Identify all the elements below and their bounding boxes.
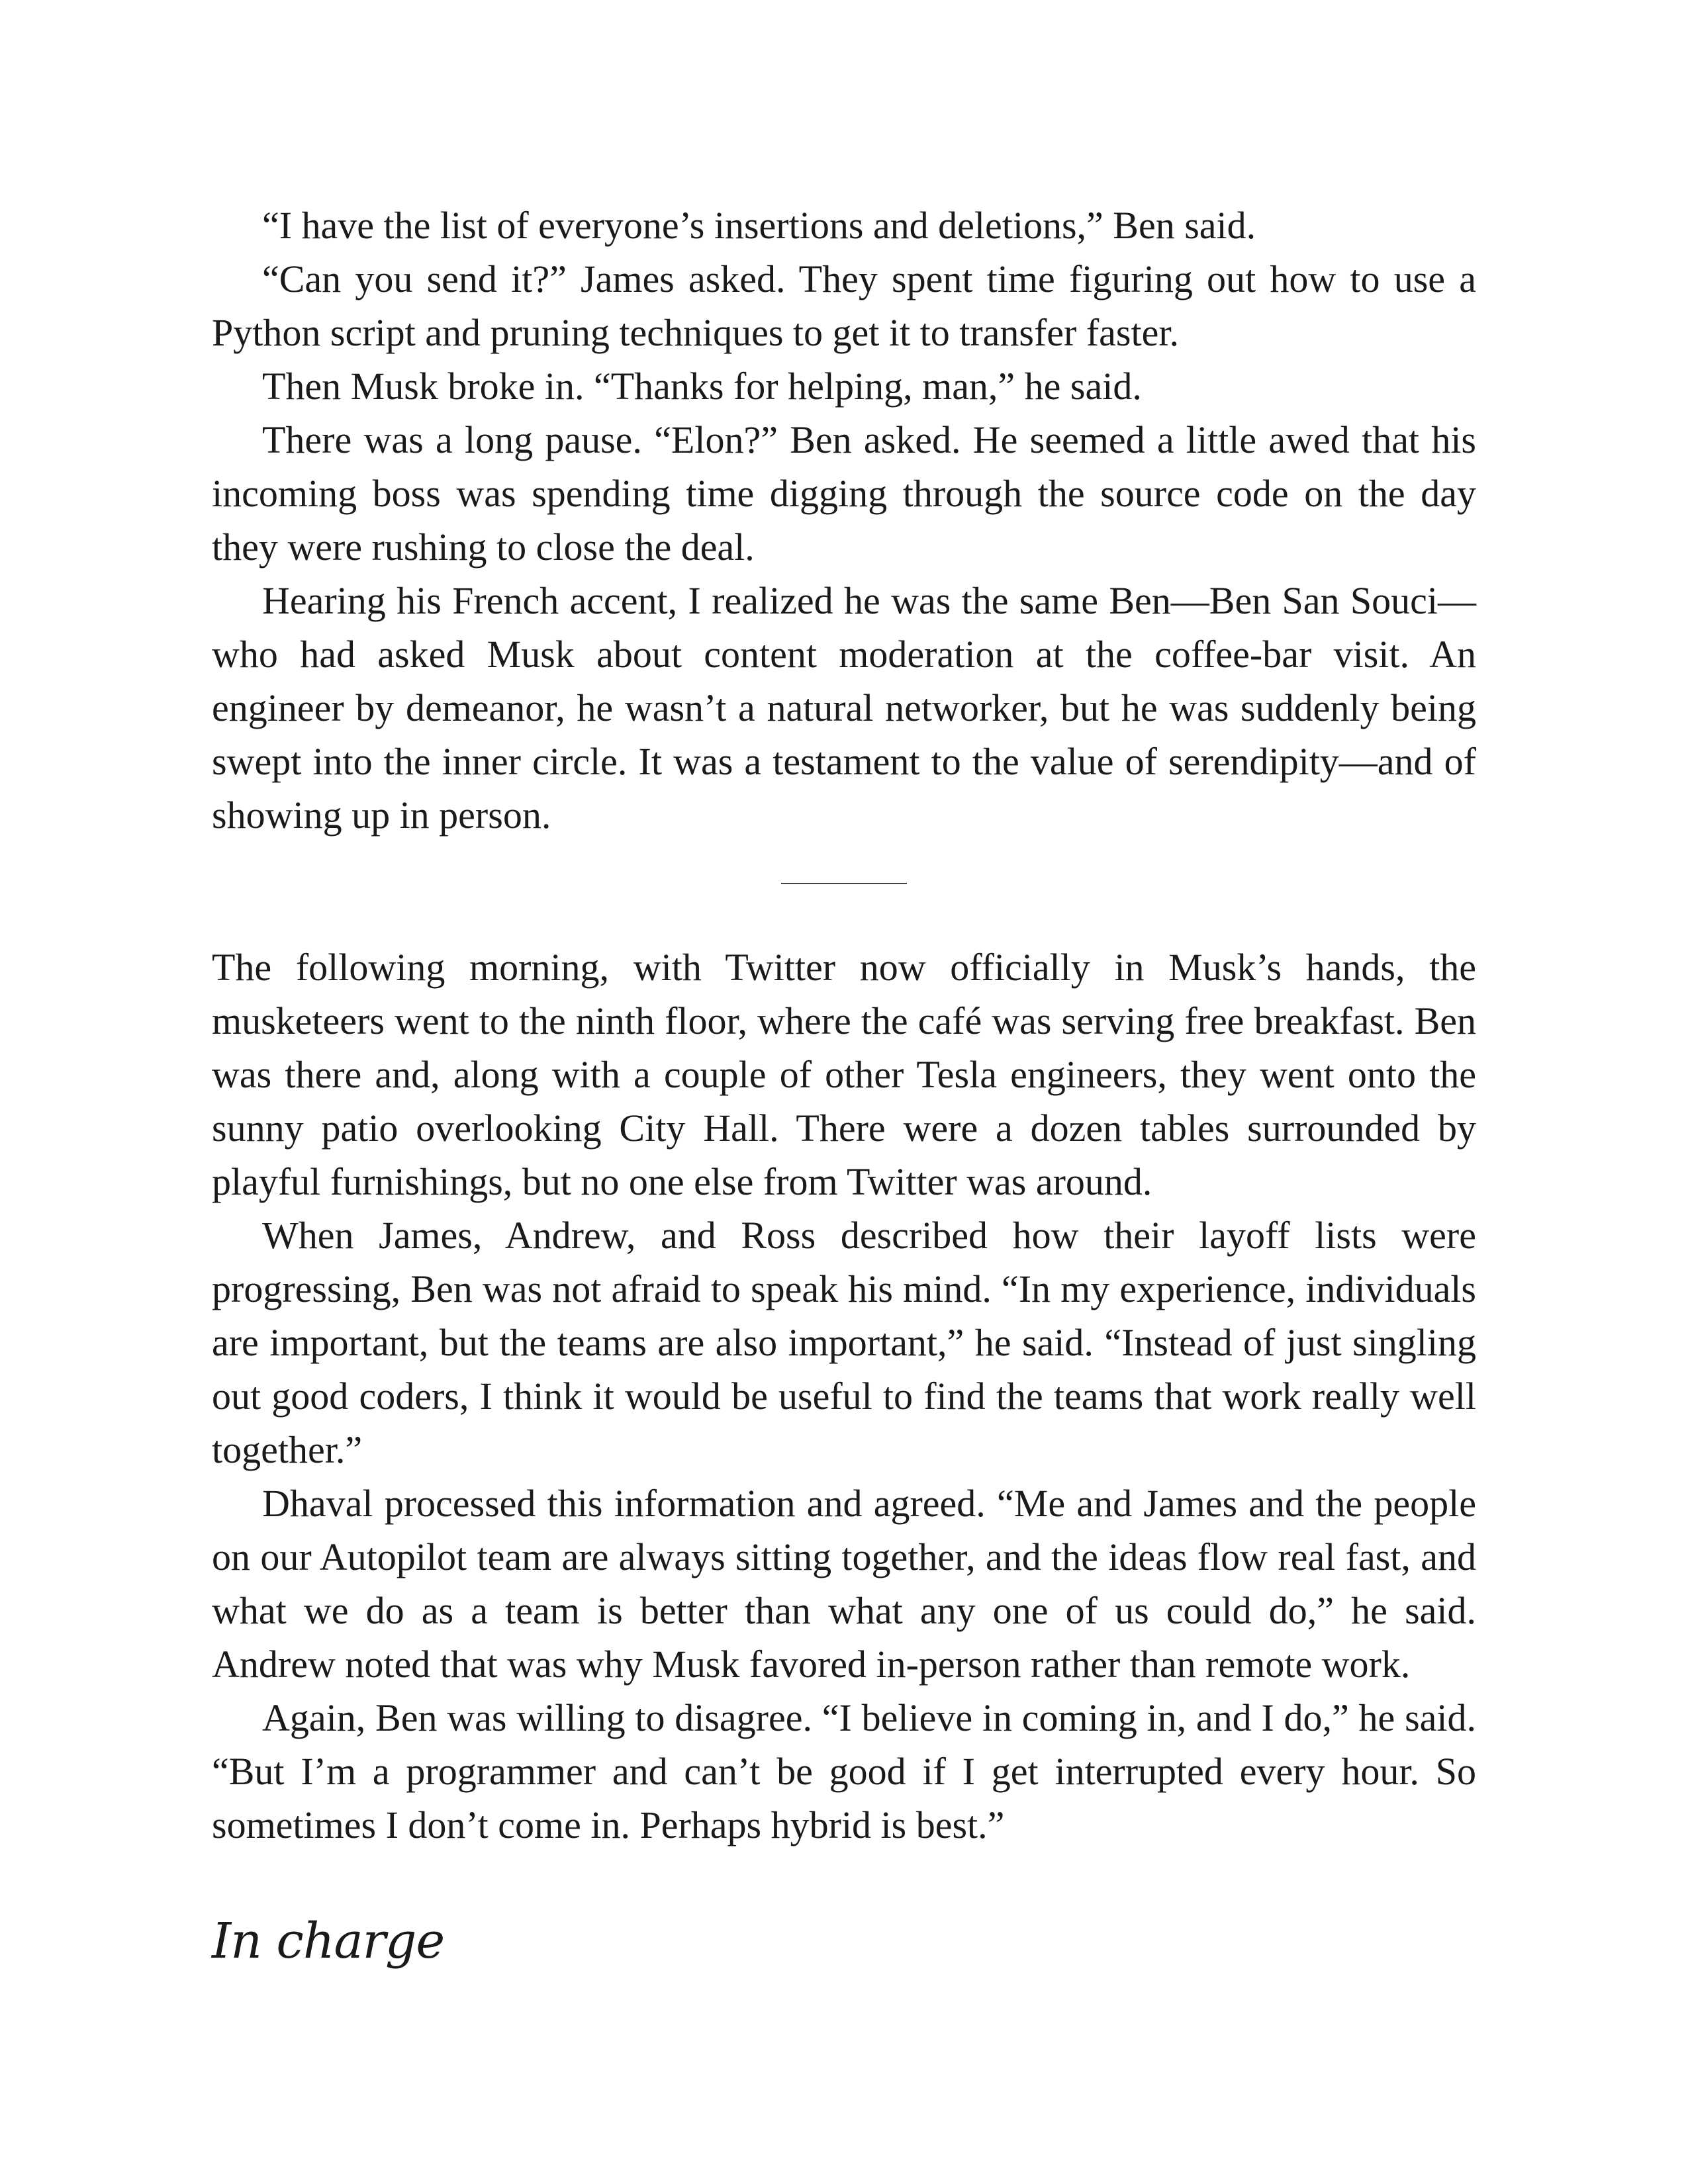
paragraph: The following morning, with Twitter now officially in Musk’s hands, the musketeers went to the ninth floor, where the café was serving free breakfast. Ben was there and, along with a couple of other Tesla engineers, they went onto the sunny patio overlooking City Hall. There were a dozen tables surrounded by playful furnishings, but no one else from Twitter was around. [212, 946, 1476, 1203]
paragraph: Dhaval processed this information and agreed. “Me and James and the people on our Autopilot team are always sitting together, and the ideas flow real fast, and what we do as a team is better than what any one of us could do,” he said. Andrew noted that was why Musk favored in-person rather than remote work. [212, 1482, 1476, 1686]
paragraph: “I have the list of everyone’s insertions and deletions,” Ben said. [262, 204, 1256, 247]
paragraph: Hearing his French accent, I realized he was the same Ben—Ben San Souci—who had asked Musk about content moderation at the coffee-bar visit. An engineer by demeanor, he wasn’t a natural networker, but he was suddenly being swept into the inner circle. It was a testament to the value of serendipity—and of showing up in person. [212, 579, 1476, 837]
paragraph: There was a long pause. “Elon?” Ben asked. He seemed a little awed that his incoming boss was spending time digging through the source code on the day they were rushing to close the deal. [212, 418, 1476, 569]
book-page [212, 199, 1476, 1974]
paragraph: Again, Ben was willing to disagree. “I believe in coming in, and I do,” he said. “But I’m a programmer and can’t be good if I get interrupted every hour. So sometimes I don’t come in. Perhaps hybrid is best.” [212, 1696, 1476, 1846]
section-break-rule [781, 883, 907, 884]
section-heading: In charge [212, 1913, 445, 1970]
paragraph: “Can you send it?” James asked. They spent time figuring out how to use a Python script and pruning techniques to get it to transfer faster. [212, 257, 1476, 354]
paragraph: When James, Andrew, and Ross described how their layoff lists were progressing, Ben was not afraid to speak his mind. “In my experience, individuals are important, but the teams are also important,” he said. “Instead of just singling out good coders, I think it would be useful to find the teams that work really well together.” [212, 1214, 1476, 1471]
paragraph: Then Musk broke in. “Thanks for helping, man,” he said. [262, 365, 1142, 408]
